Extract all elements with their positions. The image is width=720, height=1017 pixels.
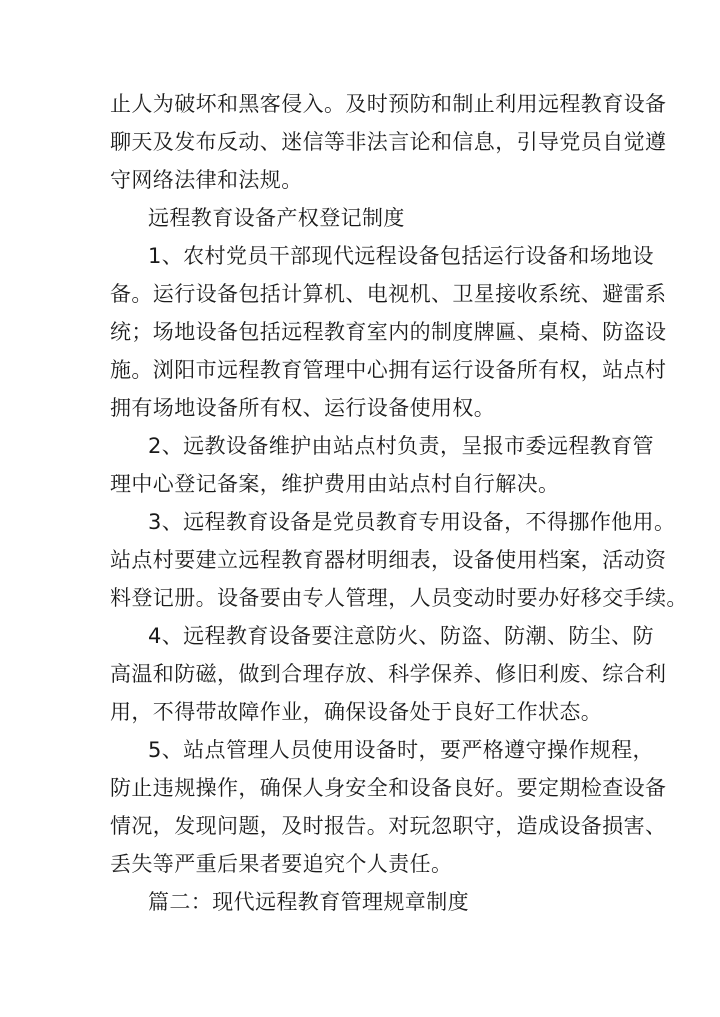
text-line: 情况，发现问题，及时报告。对玩忽职守，造成设备损害、 (110, 814, 667, 838)
text-line: 丢失等严重后果者要追究个人责任。 (110, 852, 453, 876)
text-line: 1、农村党员干部现代远程设备包括运行设备和场地设 (148, 244, 654, 268)
text-line: 3、远程教育设备是党员教育专用设备，不得挪作他用。 (148, 510, 676, 534)
section-heading: 篇二：现代远程教育管理规章制度 (148, 890, 469, 914)
text-line: 用，不得带故障作业，确保设备处于良好工作状态。 (110, 700, 603, 724)
section-heading: 远程教育设备产权登记制度 (148, 206, 405, 230)
text-line: 高温和防磁，做到合理存放、科学保养、修旧利废、综合利 (110, 662, 667, 686)
text-line: 防止违规操作，确保人身安全和设备良好。要定期检查设备 (110, 776, 667, 800)
text-line: 拥有场地设备所有权、运行设备使用权。 (110, 396, 496, 420)
text-line: 守网络法律和法规。 (110, 168, 303, 192)
text-line: 施。浏阳市远程教育管理中心拥有运行设备所有权，站点村 (110, 358, 667, 382)
text-line: 4、远程教育设备要注意防火、防盗、防潮、防尘、防 (148, 624, 654, 648)
text-line: 料登记册。设备要由专人管理，人员变动时要办好移交手续。 (110, 586, 688, 610)
text-line: 止人为破坏和黑客侵入。及时预防和制止利用远程教育设备 (110, 92, 667, 116)
text-line: 备。运行设备包括计算机、电视机、卫星接收系统、避雷系 (110, 282, 667, 306)
text-line: 2、远教设备维护由站点村负责，呈报市委远程教育管 (148, 434, 654, 458)
text-line: 统；场地设备包括远程教育室内的制度牌匾、桌椅、防盗设 (110, 320, 667, 344)
text-line: 站点村要建立远程教育器材明细表，设备使用档案，活动资 (110, 548, 667, 572)
text-line: 理中心登记备案，维护费用由站点村自行解决。 (110, 472, 560, 496)
text-line: 聊天及发布反动、迷信等非法言论和信息，引导党员自觉遵 (110, 130, 667, 154)
text-line: 5、站点管理人员使用设备时，要严格遵守操作规程， (148, 738, 654, 762)
